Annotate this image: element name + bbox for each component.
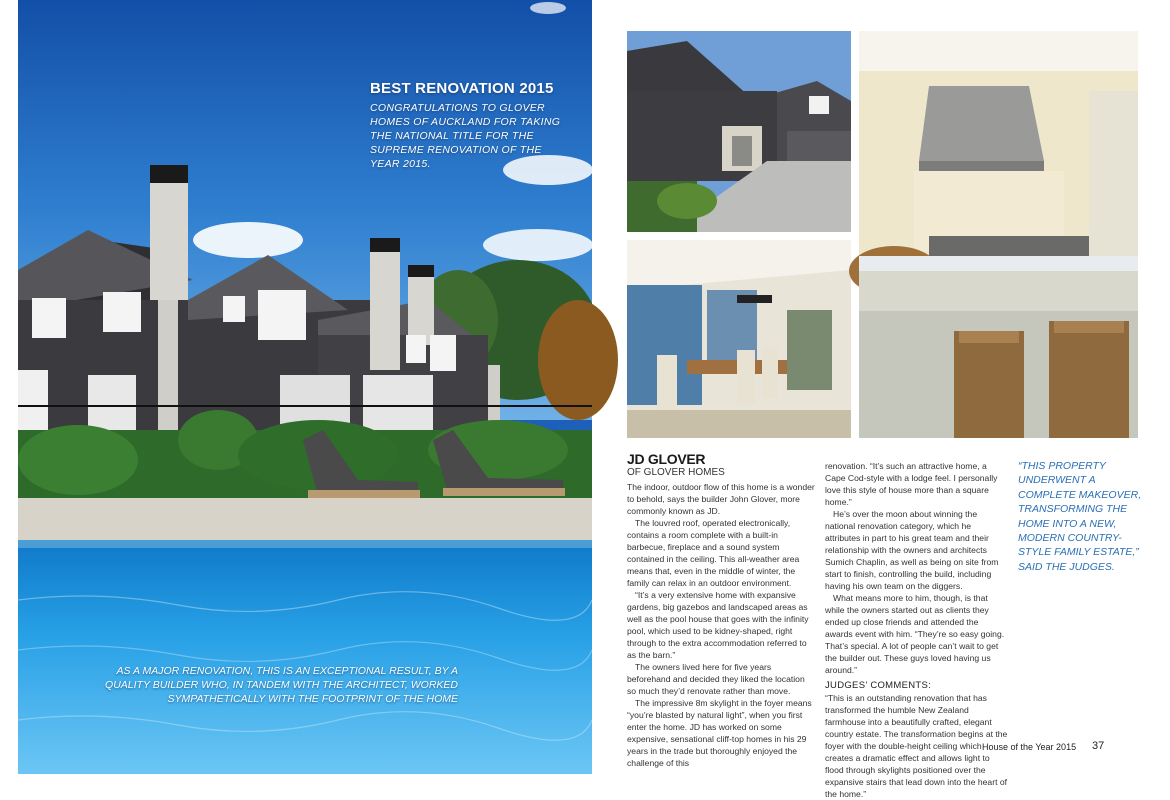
award-text: CONGRATULATIONS TO GLOVER HOMES OF AUCKLAND FOR TAKING THE NATIONAL TITLE FOR THE SUPREME RENOVATION OF THE YEAR 2015. [370, 102, 561, 170]
paragraph: “It’s a very extensive home with expansive gardens, big gazebos and landscaped areas as well as the pool house that goes with the infinity pool, which used to be kidney-shaped, right through to the extra accommodation referred to as the barn.” [627, 590, 809, 660]
award-title: BEST RENOVATION 2015 [370, 80, 554, 97]
paragraph: The impressive 8m skylight in the foyer means “you’re blasted by natural light”, when you first enter the home. JD has worked on some expensive, sensational cliff-top homes in his 29 years in the trade but thoroughly enjoyed the challenge of this [627, 698, 812, 768]
kitchen-photo [859, 31, 1138, 438]
article-column-2 [825, 460, 1008, 800]
paragraph: The indoor, outdoor flow of this home is a wonder to behold, says the builder John Glover, more commonly known as JD. [627, 482, 815, 516]
paragraph: What means more to him, though, is that while the owners started out as clients they ended up close friends and attended the awards event with him. “They’re so easy going. That’s special. A lot of people can’t wait to get the builder out. These guys loved having us around.” [825, 593, 1005, 675]
paragraph: renovation. “It’s such an attractive home, a Cape Cod-style with a lodge feel. I personally love this style of house more than a square home.” [825, 461, 998, 507]
dining-illustration [627, 240, 851, 438]
pull-quote: “THIS PROPERTY UNDERWENT A COMPLETE MAKEOVER, TRANSFORMING THE HOME INTO A NEW, MODERN COUNTRY-STYLE FAMILY ESTATE,” SAID THE JUDGES. [1018, 460, 1142, 573]
judges-comment: “This is an outstanding renovation that has transformed the humble New Zealand farmhouse into a beautifully crafted, elegant country estate. The transformation begins at the foyer with the double-height ceiling which creates a dramatic effect and allows light to flood through skylights positioned over the expansive stairs that lead down into the heart of the home.” [825, 693, 1008, 799]
dining-photo [627, 240, 851, 438]
page-number: 37 [1092, 740, 1105, 752]
exterior-photo [627, 31, 851, 232]
author-company: OF GLOVER HOMES [627, 467, 725, 478]
award-block [370, 80, 570, 171]
kitchen-illustration [859, 31, 1138, 438]
paragraph: The owners lived here for five years beforehand and decided they liked the location so much they’d renovate rather than move. [627, 662, 805, 696]
exterior-illustration [627, 31, 851, 232]
hero-photo [18, 0, 592, 774]
photo-caption: AS A MAJOR RENOVATION, THIS IS AN EXCEPTIONAL RESULT, BY A QUALITY BUILDER WHO, IN TANDEM WITH THE ARCHITECT, WORKED SYMPATHETICALLY WITH THE FOOTPRINT OF THE HOME [105, 665, 458, 705]
paragraph: He’s over the moon about winning the national renovation category, which he attributes in part to his great team and their relationship with the owners and architects Sumich Chaplin, as well as being on site from start to finish, controlling the build, including having his own team on the diggers. [825, 509, 999, 591]
article-column-1 [627, 452, 815, 769]
paragraph: The louvred roof, operated electronically, contains a room complete with a built-in barbecue, fireplace and a sound system contained in the ceiling. This all-weather area means that, even in the middle of winter, the family can relax in an outdoor environment. [627, 518, 800, 588]
author-name: JD GLOVER [627, 451, 706, 467]
judges-heading: JUDGES’ COMMENTS: [825, 680, 932, 691]
footer-publication: House of the Year 2015 [982, 742, 1077, 752]
